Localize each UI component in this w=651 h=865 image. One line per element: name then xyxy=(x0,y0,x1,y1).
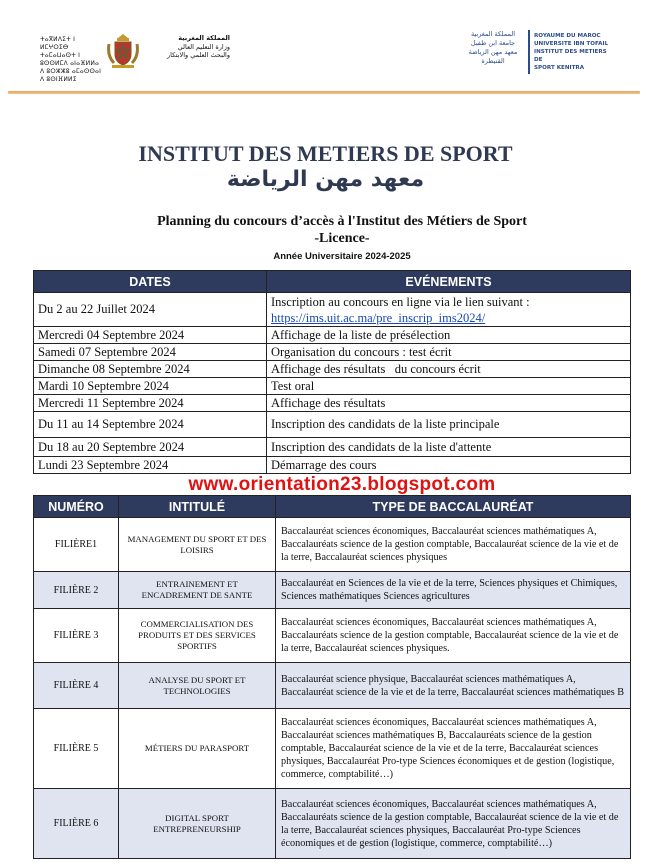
filiere-title: DIGITAL SPORT ENTREPRENEURSHIP xyxy=(119,789,276,859)
date-cell: Lundi 23 Septembre 2024 xyxy=(34,457,267,474)
university-arabic-name xyxy=(462,30,524,66)
bac-types: Baccalauréat sciences économiques, Baccalauréat sciences mathématiques A, Baccalauréats science de la gestion comptable, Baccalauréat science de la vie et de la terre, Baccalauréat sciences physiques xyxy=(276,518,631,572)
date-cell: Du 2 au 22 Juillet 2024 xyxy=(34,293,267,327)
university-arabic-line: القنيطرة xyxy=(481,57,505,65)
table-row xyxy=(34,327,631,344)
table-row xyxy=(34,378,631,395)
date-cell: Du 18 au 20 Septembre 2024 xyxy=(34,438,267,457)
column-header-numero: NUMÉRO xyxy=(34,496,119,518)
date-cell: Samedi 07 Septembre 2024 xyxy=(34,344,267,361)
filiere-title: MANAGEMENT DU SPORT ET DES LOISIRS xyxy=(119,518,276,572)
ministry-arabic-name xyxy=(144,34,230,60)
tifinagh-line: ⵜⴰⴳⵍⴷⵉⵜ ⵏ ⵍⵎⵖⵔⵉⴱ xyxy=(40,36,76,51)
date-cell: Du 11 au 14 Septembre 2024 xyxy=(34,412,267,438)
table-row xyxy=(34,518,631,572)
date-cell: Dimanche 08 Septembre 2024 xyxy=(34,361,267,378)
filiere-number: FILIÈRE 4 xyxy=(34,663,119,709)
table-row xyxy=(34,609,631,663)
event-cell: Démarrage des cours xyxy=(267,457,631,474)
table-row xyxy=(34,789,631,859)
royal-emblem-icon xyxy=(106,32,140,70)
table-row xyxy=(34,412,631,438)
ministry-arabic-line: والبحث العلمي والابتكار xyxy=(167,51,230,59)
table-row xyxy=(34,572,631,609)
header-divider xyxy=(8,91,640,94)
academic-year: Année Universitaire 2024-2025 xyxy=(273,251,411,262)
date-cell: Mercredi 04 Septembre 2024 xyxy=(34,327,267,344)
university-french-line: SPORT KENITRA xyxy=(534,65,585,71)
letterhead xyxy=(0,0,651,100)
university-french-line: UNIVERSITE IBN TOFAIL xyxy=(534,41,609,47)
filiere-number: FILIÈRE 6 xyxy=(34,789,119,859)
ministry-logo-block xyxy=(40,32,230,83)
column-header-events: EVÉNEMENTS xyxy=(267,271,631,293)
filieres-table xyxy=(33,495,631,859)
planning-subtitle: -Licence- xyxy=(314,231,370,246)
table-row xyxy=(34,457,631,474)
table-row xyxy=(34,438,631,457)
event-cell: Affichage des résultats du concours écrit xyxy=(267,361,631,378)
event-cell: Inscription des candidats de la liste d'attente xyxy=(267,438,631,457)
bac-types: Baccalauréat en Sciences de la vie et de la terre, Sciences physiques et Chimiques, Sciences mathématiques Sciences agricultures xyxy=(276,572,631,609)
institute-title-ar: معهد مهن الرياضة xyxy=(226,167,425,192)
university-arabic-line: المملكة المغربية xyxy=(470,30,516,38)
column-header-dates: DATES xyxy=(34,271,267,293)
filiere-title: MÉTIERS DU PARASPORT xyxy=(119,709,276,789)
date-cell: Mardi 10 Septembre 2024 xyxy=(34,378,267,395)
column-header-intitule: INTITULÉ xyxy=(119,496,276,518)
event-cell: Affichage des résultats xyxy=(267,395,631,412)
website-watermark: www.orientation23.blogspot.com xyxy=(188,474,496,495)
table-row xyxy=(34,709,631,789)
table-row xyxy=(34,663,631,709)
university-french-name xyxy=(534,32,612,72)
filiere-number: FILIÈRE 2 xyxy=(34,572,119,609)
bac-types: Baccalauréat sciences économiques, Baccalauréat sciences mathématiques A, Baccalauréats science de la gestion comptable, Baccalauréat science de la vie et de la terre, Baccalauréat sciences physiques, Baccalauréat Pro-type Sciences économiques et de gestion (logistique, commerce, comptabilité…) xyxy=(276,789,631,859)
table-row xyxy=(34,344,631,361)
filiere-number: FILIÈRE1 xyxy=(34,518,119,572)
filiere-number: FILIÈRE 3 xyxy=(34,609,119,663)
event-cell: Test oral xyxy=(267,378,631,395)
table-header-row xyxy=(34,496,631,518)
table-row xyxy=(34,395,631,412)
bac-types: Baccalauréat sciences économiques, Baccalauréat sciences mathématiques A, Baccalauréat sciences mathématiques B, Baccalauréats science de la gestion comptable, Baccalauréat science de la vie et de la terre, Baccalauréat sciences physiques, Baccalauréat Pro-type Sciences économiques et de gestion (logistique, commerce, comptabilité…) xyxy=(276,709,631,789)
university-french-line: INSTITUT DES METIERS DE xyxy=(534,49,607,63)
university-french-line: ROYAUME DU MAROC xyxy=(534,33,601,39)
event-cell xyxy=(267,293,631,327)
bac-types: Baccalauréat sciences économiques, Baccalauréat sciences mathématiques A, Baccalauréats science de la gestion comptable, Baccalauréat science de la vie et de la terre, Baccalauréat sciences physiques. xyxy=(276,609,631,663)
table-row xyxy=(34,293,631,327)
tifinagh-text xyxy=(40,36,102,84)
planning-title: Planning du concours d’accès à l'Institut des Métiers de Sport xyxy=(157,214,527,229)
event-cell: Inscription des candidats de la liste principale xyxy=(267,412,631,438)
institute-title-fr: INSTITUT DES METIERS DE SPORT xyxy=(138,141,513,166)
university-logo-block xyxy=(462,28,612,80)
filiere-title: ENTRAINEMENT ET ENCADREMENT DE SANTE xyxy=(119,572,276,609)
date-cell: Mercredi 11 Septembre 2024 xyxy=(34,395,267,412)
filiere-title: ANALYSE DU SPORT ET TECHNOLOGIES xyxy=(119,663,276,709)
tifinagh-line: ⵜⴰⵎⴰⵡⴰⵙⵜ ⵏ ⵓⵙⵙⵍⵎⴷ ⴰⵏⴰⴼⵍⵍⴰ xyxy=(40,52,100,67)
table-row xyxy=(34,361,631,378)
bac-types: Baccalauréat science physique, Baccalauréat sciences mathématiques A, Baccalauréat science de la vie et de la terre, Baccalauréat sciences mathématiques B xyxy=(276,663,631,709)
event-cell: Affichage de la liste de présélection xyxy=(267,327,631,344)
registration-link[interactable]: https://ims.uit.ac.ma/pre_inscrip_ims2024/ xyxy=(271,310,486,325)
column-header-type-bac: TYPE DE BACCALAURÉAT xyxy=(276,496,631,518)
filiere-number: FILIÈRE 5 xyxy=(34,709,119,789)
ministry-arabic-line: المملكة المغربية xyxy=(178,34,230,42)
table-header-row xyxy=(34,271,631,293)
ministry-arabic-line: وزارة التعليم العالي xyxy=(177,42,230,51)
event-cell: Organisation du concours : test écrit xyxy=(267,344,631,361)
university-arabic-line: جامعة ابن طفيل xyxy=(470,39,516,47)
event-text: Inscription au concours en ligne via le lien suivant : xyxy=(271,294,530,309)
logo-divider xyxy=(528,30,530,74)
tifinagh-line: ⴷ ⵓⵔⵣⵣⵓ ⴰⵎⴰⵙⵙⴰⵏ ⴷ ⵓⵙⵏⴼⵍⵍⵉ xyxy=(40,68,102,83)
schedule-table xyxy=(33,270,631,474)
university-arabic-line: معهد مهن الرياضة xyxy=(468,48,518,56)
filiere-title: COMMERCIALISATION DES PRODUITS ET DES SERVICES SPORTIFS xyxy=(119,609,276,663)
